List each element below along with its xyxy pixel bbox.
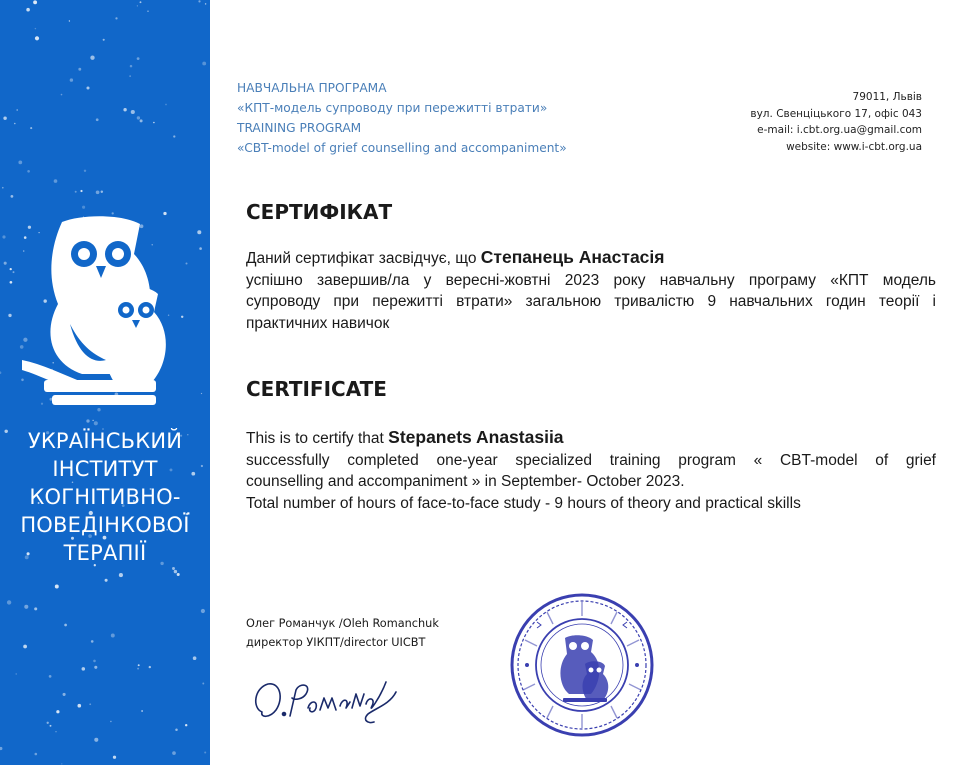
body-line-ua: супроводу при пережитті втрати» загальною тривалістю 9 навчальних годин теорії і (246, 293, 936, 310)
star-dot (84, 170, 86, 172)
star-dot (101, 190, 103, 192)
star-dot (7, 600, 11, 604)
star-dot (18, 161, 22, 165)
body-line-ua: практичних навичок (246, 314, 390, 332)
star-dot (140, 119, 143, 122)
star-dot (80, 190, 82, 192)
star-dot (55, 731, 56, 732)
star-dot (137, 5, 138, 6)
star-dot (82, 667, 86, 671)
star-dot (35, 28, 36, 29)
star-dot (141, 710, 143, 712)
star-dot (138, 664, 140, 666)
star-dot (202, 683, 204, 685)
star-dot (90, 56, 94, 60)
star-dot (8, 314, 11, 317)
star-dot (185, 724, 187, 726)
star-dot (34, 607, 37, 610)
address-city: 79011, Львів (852, 91, 922, 103)
star-dot (129, 75, 130, 76)
star-dot (27, 170, 30, 173)
star-dot (30, 127, 32, 129)
star-dot (204, 751, 206, 753)
star-dot (193, 656, 197, 660)
star-dot (201, 393, 202, 394)
star-dot (140, 1, 142, 3)
star-dot (89, 703, 91, 705)
star-dot (3, 116, 6, 119)
star-dot (137, 57, 140, 60)
program-label-en: TRAINING PROGRAM (237, 121, 362, 135)
star-dot (130, 65, 133, 68)
star-dot (165, 104, 167, 106)
signatory-title: директор УІКПТ/director UICBT (246, 636, 426, 649)
star-dot (94, 421, 98, 425)
star-dot (110, 721, 111, 722)
star-dot (96, 118, 99, 121)
star-dot (113, 756, 116, 759)
star-dot (91, 640, 94, 643)
star-dot (15, 673, 16, 674)
star-dot (94, 666, 97, 669)
star-dot (70, 78, 73, 81)
star-dot (64, 624, 67, 627)
star-dot (131, 110, 135, 114)
star-dot (199, 247, 202, 250)
sidebar-panel (0, 0, 210, 765)
star-dot (10, 268, 12, 270)
institute-name-line: УКРАЇНСЬКИЙ (27, 429, 183, 453)
star-dot (115, 17, 117, 19)
star-dot (16, 109, 18, 111)
star-dot (174, 570, 177, 573)
star-dot (33, 0, 37, 4)
recipient-name-ua: Степанець Анастасія (480, 247, 665, 267)
institute-name (0, 427, 210, 567)
star-dot (103, 39, 105, 41)
star-dot (119, 573, 123, 577)
star-dot (147, 10, 149, 12)
institute-name-line: ПОВЕДІНКОВОЇ (20, 513, 190, 537)
star-dot (2, 187, 4, 189)
star-dot (55, 585, 59, 589)
address-street: вул. Свенціцького 17, офіс 043 (750, 107, 922, 120)
star-dot (34, 753, 37, 756)
star-dot (78, 68, 81, 71)
star-dot (177, 573, 180, 576)
body-line-en: Total number of hours of face-to-face study - 9 hours of theory and practical skills (246, 494, 801, 512)
program-name-en: «CBT-model of grief counselling and accompaniment» (237, 141, 567, 155)
star-dot (94, 738, 98, 742)
signatory-block (246, 614, 439, 652)
star-dot (82, 206, 85, 209)
star-dot (0, 371, 1, 374)
certify-intro-en: This is to certify that (246, 430, 384, 447)
star-dot (172, 751, 176, 755)
star-dot (92, 420, 93, 421)
address-website: website: www.i-cbt.org.ua (786, 140, 922, 153)
star-dot (54, 179, 58, 183)
star-dot (175, 728, 178, 731)
institute-name-line: ІНСТИТУТ (52, 457, 158, 481)
certificate-text-en (246, 427, 936, 514)
star-dot (123, 108, 126, 111)
star-dot (0, 747, 2, 750)
star-dot (111, 634, 115, 638)
star-dot (93, 660, 96, 663)
star-dot (35, 36, 39, 40)
star-dot (23, 645, 27, 649)
official-round-seal-icon (507, 590, 657, 740)
star-dot (47, 722, 49, 724)
body-line-en: successfully completed one-year specialized training program « CBT-model of grief (246, 451, 936, 469)
star-dot (173, 135, 175, 137)
star-dot (26, 8, 30, 12)
body-line-ua: успішно завершив/ла у вересні-жовтні 2023 року навчальну програму «КПТ модель (246, 271, 936, 289)
signatory-name: Олег Романчук /Oleh Romanchuk (246, 617, 439, 630)
star-dot (202, 62, 206, 66)
star-dot (201, 609, 205, 613)
star-dot (11, 195, 14, 198)
program-title-block (237, 78, 567, 158)
handwritten-signature-icon (250, 668, 400, 728)
star-dot (105, 579, 108, 582)
star-dot (75, 191, 77, 193)
star-dot (149, 666, 151, 668)
star-dot (153, 122, 155, 124)
institute-name-line: КОГНІТИВНО- (29, 485, 181, 509)
star-dot (13, 271, 15, 273)
star-dot (56, 710, 59, 713)
star-dot (172, 567, 175, 570)
recipient-name-en: Stepanets Anastasiia (388, 427, 564, 447)
star-dot (61, 763, 62, 764)
star-dot (2, 235, 5, 238)
institute-name-line: ТЕРАПІЇ (63, 541, 147, 565)
star-dot (10, 281, 13, 284)
star-dot (63, 693, 66, 696)
certificate-text-ua (246, 247, 936, 334)
star-dot (205, 3, 207, 5)
star-dot (96, 190, 100, 194)
star-dot (197, 230, 201, 234)
star-dot (77, 704, 81, 708)
certificate-heading-en: CERTIFICATE (246, 377, 387, 401)
certificate-heading-ua: СЕРТИФІКАТ (246, 200, 393, 224)
star-dot (24, 605, 28, 609)
certify-intro-ua: Даний сертифікат засвідчує, що (246, 250, 477, 267)
address-block (750, 89, 922, 155)
address-email: e-mail: i.cbt.org.ua@gmail.com (757, 124, 922, 136)
star-dot (198, 0, 200, 2)
star-dot (14, 123, 16, 125)
star-dot (137, 668, 139, 670)
star-dot (4, 262, 7, 265)
program-name-ua: «КПТ-модель супроводу при пережитті втрати» (237, 101, 548, 115)
body-line-en: counselling and accompaniment » in September- October 2023. (246, 473, 685, 490)
star-dot (137, 116, 140, 119)
program-label-ua: НАВЧАЛЬНА ПРОГРАМА (237, 81, 387, 95)
star-dot (86, 86, 89, 89)
star-dot (86, 419, 89, 422)
star-dot (69, 20, 70, 21)
star-dot (61, 94, 63, 96)
star-dot (49, 675, 52, 678)
star-dot (50, 725, 52, 727)
owl-on-books-logo-icon (22, 214, 188, 414)
